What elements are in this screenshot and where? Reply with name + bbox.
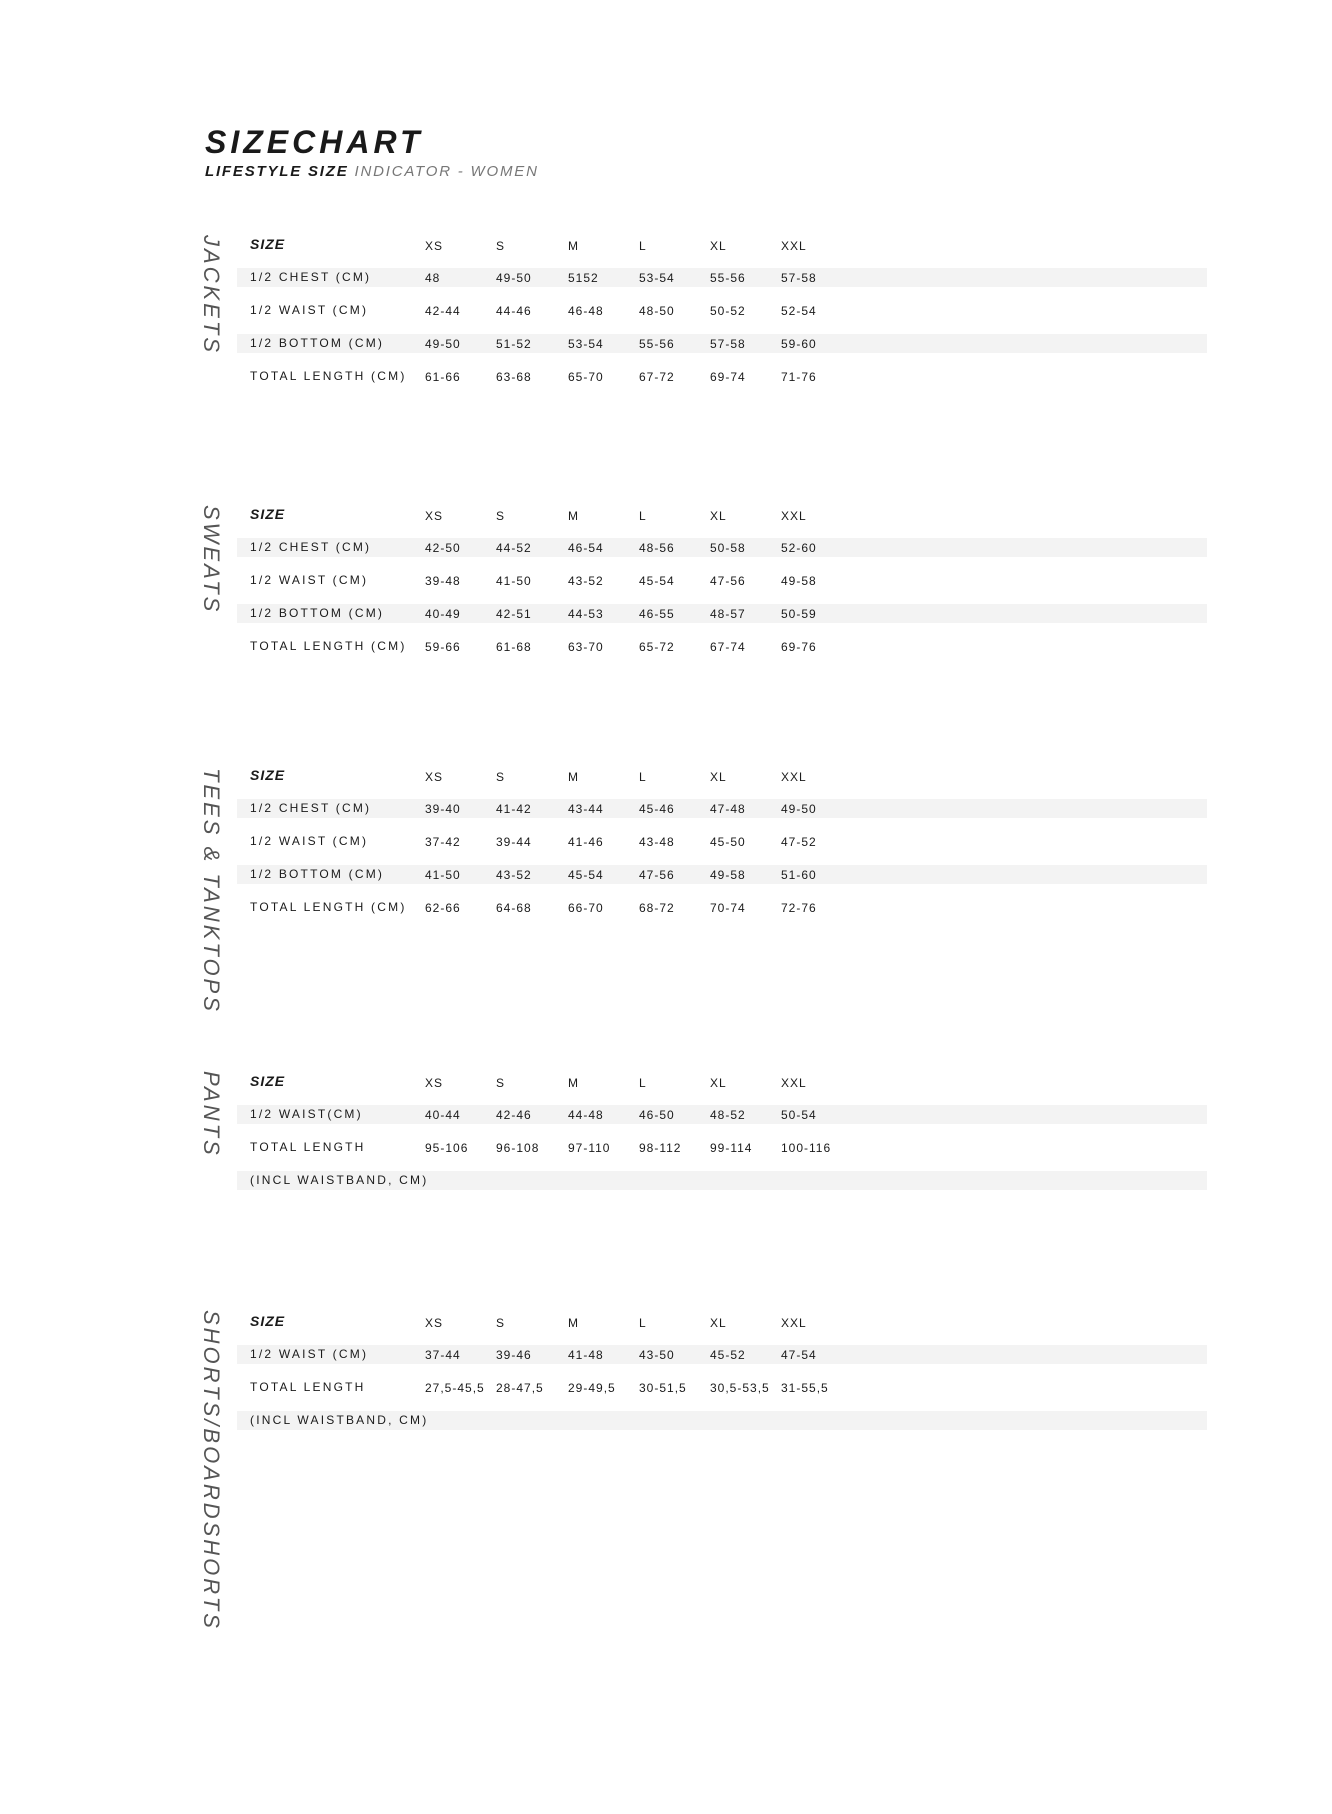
- measurement-value: 37-42: [425, 835, 461, 849]
- measurement-value: 42-46: [496, 1108, 532, 1122]
- size-header-label: SIZE: [250, 236, 286, 252]
- measurement-row: [237, 1378, 1207, 1397]
- page-subtitle: [205, 163, 539, 180]
- measurement-value: 39-44: [496, 835, 532, 849]
- measurement-value: 64-68: [496, 901, 532, 915]
- measurement-value: 45-52: [710, 1348, 746, 1362]
- size-column-header: XL: [710, 1316, 727, 1330]
- measurement-value: 37-44: [425, 1348, 461, 1362]
- category-label: TEES & TANKTOPS: [199, 768, 224, 1014]
- measurement-value: 53-54: [568, 337, 604, 351]
- measurement-value: 44-46: [496, 304, 532, 318]
- size-column-header: XL: [710, 509, 727, 523]
- measurement-value: 45-54: [639, 574, 675, 588]
- measurement-value: 47-56: [710, 574, 746, 588]
- measurement-value: 52-54: [781, 304, 817, 318]
- measurement-value: 96-108: [496, 1141, 540, 1155]
- measurement-value: 100-116: [781, 1141, 832, 1155]
- measurement-label: TOTAL LENGTH (CM): [250, 369, 407, 383]
- measurement-value: 49-58: [710, 868, 746, 882]
- size-column-header: M: [568, 1076, 579, 1090]
- size-header-label: SIZE: [250, 1073, 286, 1089]
- measurement-value: 27,5-45,5: [425, 1381, 485, 1395]
- measurement-row: [237, 268, 1207, 287]
- measurement-value: 98-112: [639, 1141, 682, 1155]
- measurement-value: 43-44: [568, 802, 604, 816]
- measurement-row: [237, 637, 1207, 656]
- measurement-value: 65-70: [568, 370, 604, 384]
- measurement-value: 55-56: [710, 271, 746, 285]
- measurement-value: 29-49,5: [568, 1381, 616, 1395]
- measurement-row: [237, 604, 1207, 623]
- measurement-label: TOTAL LENGTH: [250, 1140, 366, 1154]
- size-column-header: S: [496, 1316, 506, 1330]
- measurement-row: [237, 1411, 1207, 1430]
- measurement-label: 1/2 CHEST (CM): [250, 801, 372, 815]
- measurement-value: 65-72: [639, 640, 675, 654]
- measurement-value: 57-58: [710, 337, 746, 351]
- measurement-value: 55-56: [639, 337, 675, 351]
- measurement-value: 47-48: [710, 802, 746, 816]
- measurement-value: 59-60: [781, 337, 817, 351]
- size-column-header: XXL: [781, 1316, 807, 1330]
- measurement-value: 41-46: [568, 835, 604, 849]
- measurement-label: 1/2 WAIST (CM): [250, 1347, 369, 1361]
- measurement-label: 1/2 BOTTOM (CM): [250, 606, 385, 620]
- measurement-value: 69-76: [781, 640, 817, 654]
- measurement-value: 44-48: [568, 1108, 604, 1122]
- size-column-header: S: [496, 509, 506, 523]
- size-column-header: XL: [710, 770, 727, 784]
- size-column-header: L: [639, 770, 647, 784]
- measurement-value: 71-76: [781, 370, 817, 384]
- measurement-row: [237, 571, 1207, 590]
- measurement-value: 59-66: [425, 640, 461, 654]
- measurement-value: 5152: [568, 271, 599, 285]
- measurement-label: TOTAL LENGTH (CM): [250, 900, 407, 914]
- measurement-value: 47-52: [781, 835, 817, 849]
- measurement-value: 49-50: [781, 802, 817, 816]
- measurement-value: 61-66: [425, 370, 461, 384]
- measurement-row: [237, 1345, 1207, 1364]
- size-header-row: [237, 235, 1207, 254]
- measurement-label: TOTAL LENGTH: [250, 1380, 366, 1394]
- measurement-value: 39-40: [425, 802, 461, 816]
- measurement-row: [237, 898, 1207, 917]
- measurement-label: 1/2 WAIST (CM): [250, 834, 369, 848]
- measurement-value: 95-106: [425, 1141, 469, 1155]
- size-column-header: M: [568, 239, 579, 253]
- measurement-value: 46-54: [568, 541, 604, 555]
- measurement-value: 42-44: [425, 304, 461, 318]
- measurement-value: 48-52: [710, 1108, 746, 1122]
- measurement-value: 99-114: [710, 1141, 753, 1155]
- measurement-row: [237, 1171, 1207, 1190]
- measurement-value: 41-48: [568, 1348, 604, 1362]
- measurement-value: 45-54: [568, 868, 604, 882]
- measurement-value: 46-55: [639, 607, 675, 621]
- measurement-value: 46-50: [639, 1108, 675, 1122]
- size-column-header: XXL: [781, 1076, 807, 1090]
- measurement-label: 1/2 BOTTOM (CM): [250, 867, 385, 881]
- measurement-value: 62-66: [425, 901, 461, 915]
- subtitle-light: INDICATOR - WOMEN: [354, 163, 539, 180]
- measurement-value: 44-53: [568, 607, 604, 621]
- measurement-label: 1/2 CHEST (CM): [250, 270, 372, 284]
- measurement-label: TOTAL LENGTH (CM): [250, 639, 407, 653]
- measurement-value: 49-50: [425, 337, 461, 351]
- measurement-value: 42-50: [425, 541, 461, 555]
- measurement-value: 50-54: [781, 1108, 817, 1122]
- size-column-header: XS: [425, 239, 444, 253]
- page-title: SIZECHART: [205, 124, 424, 160]
- measurement-value: 53-54: [639, 271, 675, 285]
- measurement-value: 30,5-53,5: [710, 1381, 770, 1395]
- measurement-label: (INCL WAISTBAND, CM): [250, 1173, 429, 1187]
- measurement-row: [237, 301, 1207, 320]
- measurement-row: [237, 799, 1207, 818]
- measurement-value: 40-49: [425, 607, 461, 621]
- subtitle-bold: LIFESTYLE SIZE: [205, 163, 349, 180]
- measurement-value: 63-68: [496, 370, 532, 384]
- measurement-value: 43-52: [496, 868, 532, 882]
- measurement-value: 48-50: [639, 304, 675, 318]
- measurement-value: 43-50: [639, 1348, 675, 1362]
- measurement-value: 51-52: [496, 337, 532, 351]
- measurement-row: [237, 1105, 1207, 1124]
- measurement-value: 50-59: [781, 607, 817, 621]
- size-column-header: XL: [710, 239, 727, 253]
- measurement-value: 45-50: [710, 835, 746, 849]
- measurement-label: 1/2 CHEST (CM): [250, 540, 372, 554]
- measurement-row: [237, 334, 1207, 353]
- measurement-value: 70-74: [710, 901, 746, 915]
- measurement-value: 42-51: [496, 607, 532, 621]
- measurement-value: 50-52: [710, 304, 746, 318]
- measurement-value: 48-57: [710, 607, 746, 621]
- measurement-value: 49-58: [781, 574, 817, 588]
- category-label: SWEATS: [199, 505, 224, 615]
- measurement-value: 43-52: [568, 574, 604, 588]
- measurement-value: 41-42: [496, 802, 532, 816]
- measurement-value: 28-47,5: [496, 1381, 544, 1395]
- measurement-value: 30-51,5: [639, 1381, 687, 1395]
- size-column-header: L: [639, 1076, 647, 1090]
- measurement-value: 97-110: [568, 1141, 611, 1155]
- size-header-label: SIZE: [250, 1313, 286, 1329]
- measurement-value: 39-46: [496, 1348, 532, 1362]
- measurement-value: 49-50: [496, 271, 532, 285]
- size-header-row: [237, 1072, 1207, 1091]
- size-column-header: S: [496, 239, 506, 253]
- measurement-value: 41-50: [425, 868, 461, 882]
- category-label: PANTS: [199, 1071, 224, 1158]
- measurement-value: 57-58: [781, 271, 817, 285]
- size-column-header: XS: [425, 770, 444, 784]
- measurement-label: 1/2 WAIST (CM): [250, 573, 369, 587]
- measurement-value: 47-54: [781, 1348, 817, 1362]
- measurement-value: 39-48: [425, 574, 461, 588]
- size-column-header: S: [496, 1076, 506, 1090]
- measurement-value: 50-58: [710, 541, 746, 555]
- category-label: JACKETS: [199, 235, 224, 356]
- measurement-value: 69-74: [710, 370, 746, 384]
- size-header-row: [237, 1312, 1207, 1331]
- size-header-label: SIZE: [250, 767, 286, 783]
- measurement-value: 46-48: [568, 304, 604, 318]
- measurement-value: 67-74: [710, 640, 746, 654]
- size-column-header: M: [568, 770, 579, 784]
- measurement-value: 48: [425, 271, 441, 285]
- measurement-value: 72-76: [781, 901, 817, 915]
- size-column-header: XS: [425, 509, 444, 523]
- measurement-label: 1/2 WAIST (CM): [250, 303, 369, 317]
- measurement-row: [237, 1138, 1207, 1157]
- size-column-header: S: [496, 770, 506, 784]
- measurement-value: 47-56: [639, 868, 675, 882]
- size-column-header: M: [568, 509, 579, 523]
- measurement-value: 45-46: [639, 802, 675, 816]
- measurement-value: 51-60: [781, 868, 817, 882]
- measurement-value: 41-50: [496, 574, 532, 588]
- measurement-row: [237, 538, 1207, 557]
- size-column-header: XS: [425, 1076, 444, 1090]
- size-header-row: [237, 505, 1207, 524]
- measurement-value: 67-72: [639, 370, 675, 384]
- size-column-header: XXL: [781, 509, 807, 523]
- measurement-row: [237, 832, 1207, 851]
- measurement-row: [237, 865, 1207, 884]
- measurement-label: 1/2 BOTTOM (CM): [250, 336, 385, 350]
- measurement-value: 44-52: [496, 541, 532, 555]
- size-header-label: SIZE: [250, 506, 286, 522]
- size-column-header: M: [568, 1316, 579, 1330]
- measurement-row: [237, 367, 1207, 386]
- measurement-label: 1/2 WAIST(CM): [250, 1107, 363, 1121]
- size-column-header: XS: [425, 1316, 444, 1330]
- size-column-header: L: [639, 239, 647, 253]
- measurement-value: 43-48: [639, 835, 675, 849]
- size-column-header: XL: [710, 1076, 727, 1090]
- measurement-value: 68-72: [639, 901, 675, 915]
- category-label: SHORTS/BOARDSHORTS: [199, 1310, 224, 1631]
- measurement-label: (INCL WAISTBAND, CM): [250, 1413, 429, 1427]
- measurement-value: 48-56: [639, 541, 675, 555]
- measurement-value: 61-68: [496, 640, 532, 654]
- measurement-value: 40-44: [425, 1108, 461, 1122]
- size-header-row: [237, 766, 1207, 785]
- size-column-header: XXL: [781, 770, 807, 784]
- measurement-value: 63-70: [568, 640, 604, 654]
- measurement-value: 52-60: [781, 541, 817, 555]
- size-column-header: L: [639, 1316, 647, 1330]
- measurement-value: 31-55,5: [781, 1381, 829, 1395]
- size-column-header: L: [639, 509, 647, 523]
- measurement-value: 66-70: [568, 901, 604, 915]
- size-column-header: XXL: [781, 239, 807, 253]
